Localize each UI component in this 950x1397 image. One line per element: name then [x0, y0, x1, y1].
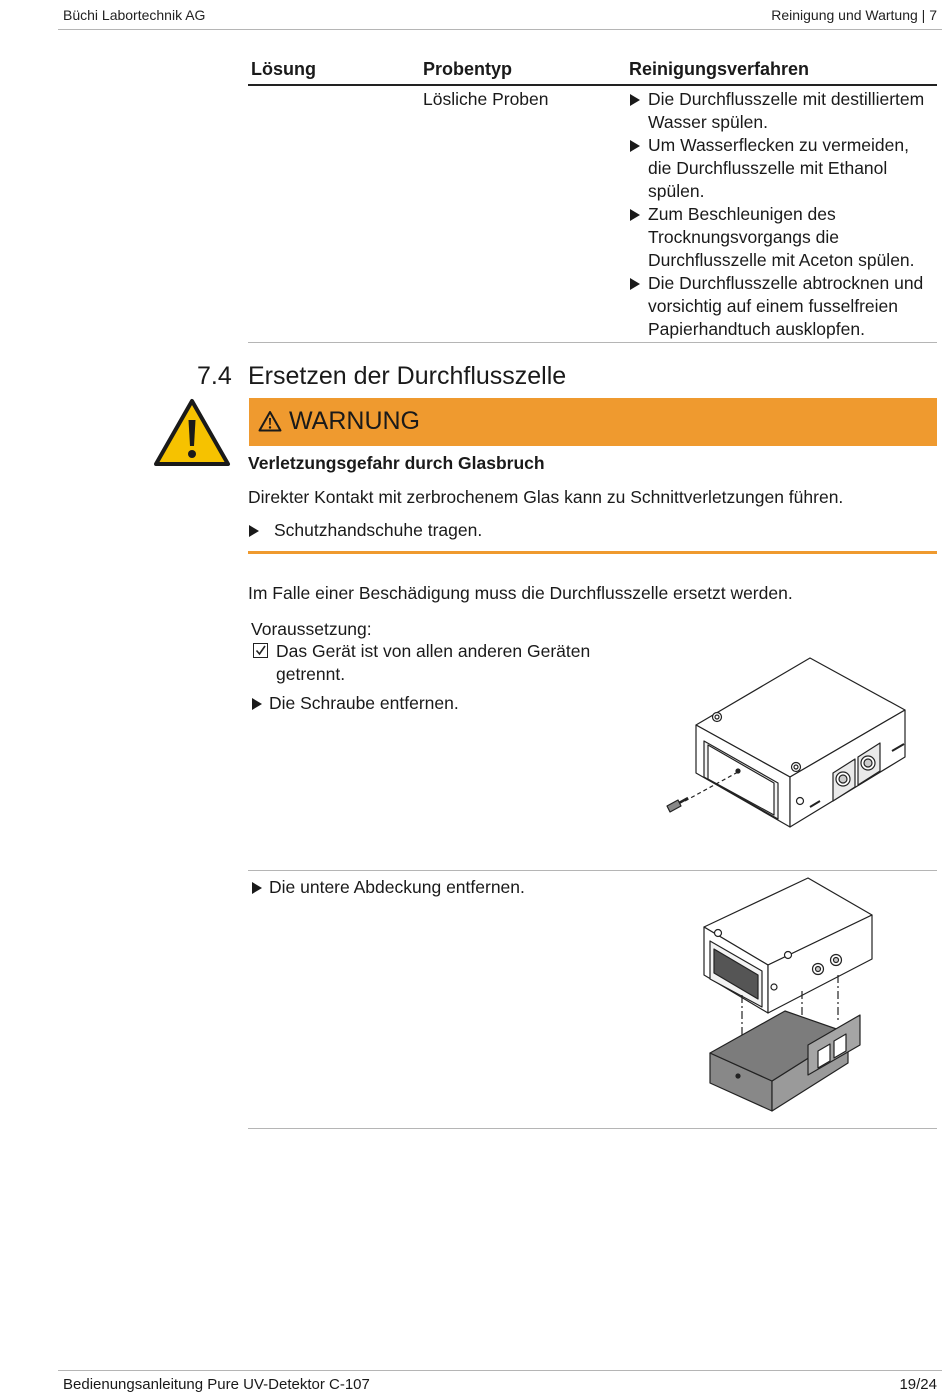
bullet-triangle-icon	[630, 140, 640, 152]
warning-sign-icon	[153, 398, 231, 468]
cleaning-step: Die Durchflusszelle mit destilliertem Wasser spülen.	[629, 88, 939, 134]
table-bottom-rule	[248, 342, 937, 343]
step-divider	[248, 870, 937, 871]
warning-text: Direkter Kontakt mit zerbrochenem Glas kann zu Schnittverletzungen führen.	[248, 487, 844, 507]
bullet-triangle-icon	[630, 209, 640, 221]
footer-rule	[58, 1370, 942, 1371]
warning-triangle-icon	[258, 410, 282, 432]
bullet-triangle-icon	[252, 698, 262, 710]
bullet-triangle-icon	[630, 278, 640, 290]
chapter-title: Reinigung und Wartung | 7	[771, 7, 937, 23]
section-end-rule	[248, 1128, 937, 1129]
cleaning-step-list	[629, 88, 939, 341]
prerequisite-item: Das Gerät ist von allen anderen Geräten getrennt.	[276, 641, 591, 684]
page-number: 19/24	[899, 1376, 937, 1393]
bullet-triangle-icon	[252, 882, 262, 894]
warning-bottom-rule	[248, 551, 937, 554]
checked-box-icon	[253, 643, 268, 658]
intro-text: Im Falle einer Beschädigung muss die Durchflusszelle ersetzt werden.	[248, 583, 793, 603]
column-header-loesung: Lösung	[251, 59, 316, 79]
warning-heading: Verletzungsgefahr durch Glasbruch	[248, 453, 545, 473]
column-header-reinigungsverfahren: Reinigungsverfahren	[629, 59, 810, 79]
warning-banner	[249, 398, 937, 446]
bullet-triangle-icon	[249, 525, 259, 537]
cleaning-step: Um Wasserflecken zu vermeiden, die Durchflusszelle mit Ethanol spülen.	[629, 134, 939, 203]
cleaning-step: Die Durchflusszelle abtrocknen und vorsichtig auf einem fusselfreien Papierhandtuch ausklopfen.	[629, 272, 939, 341]
prerequisite-label: Voraussetzung:	[251, 619, 372, 639]
table-header-rule	[248, 84, 937, 86]
column-header-probentyp: Probentyp	[423, 59, 513, 79]
warning-label: WARNUNG	[289, 407, 421, 435]
device-screw-illustration	[660, 655, 910, 835]
cleaning-step: Zum Beschleunigen des Trocknungsvorgangs die Durchflusszelle mit Aceton spülen.	[629, 203, 939, 272]
section-title: Ersetzen der Durchflusszelle	[248, 362, 567, 390]
device-cover-illustration	[690, 875, 885, 1120]
header-rule	[58, 29, 942, 30]
table-cell-probentyp: Lösliche Proben	[423, 89, 549, 109]
section-number: 7.4	[197, 362, 232, 390]
footer-title: Bedienungsanleitung Pure UV-Detektor C-107	[63, 1376, 370, 1393]
company-name: Büchi Labortechnik AG	[63, 7, 206, 23]
bullet-triangle-icon	[630, 94, 640, 106]
